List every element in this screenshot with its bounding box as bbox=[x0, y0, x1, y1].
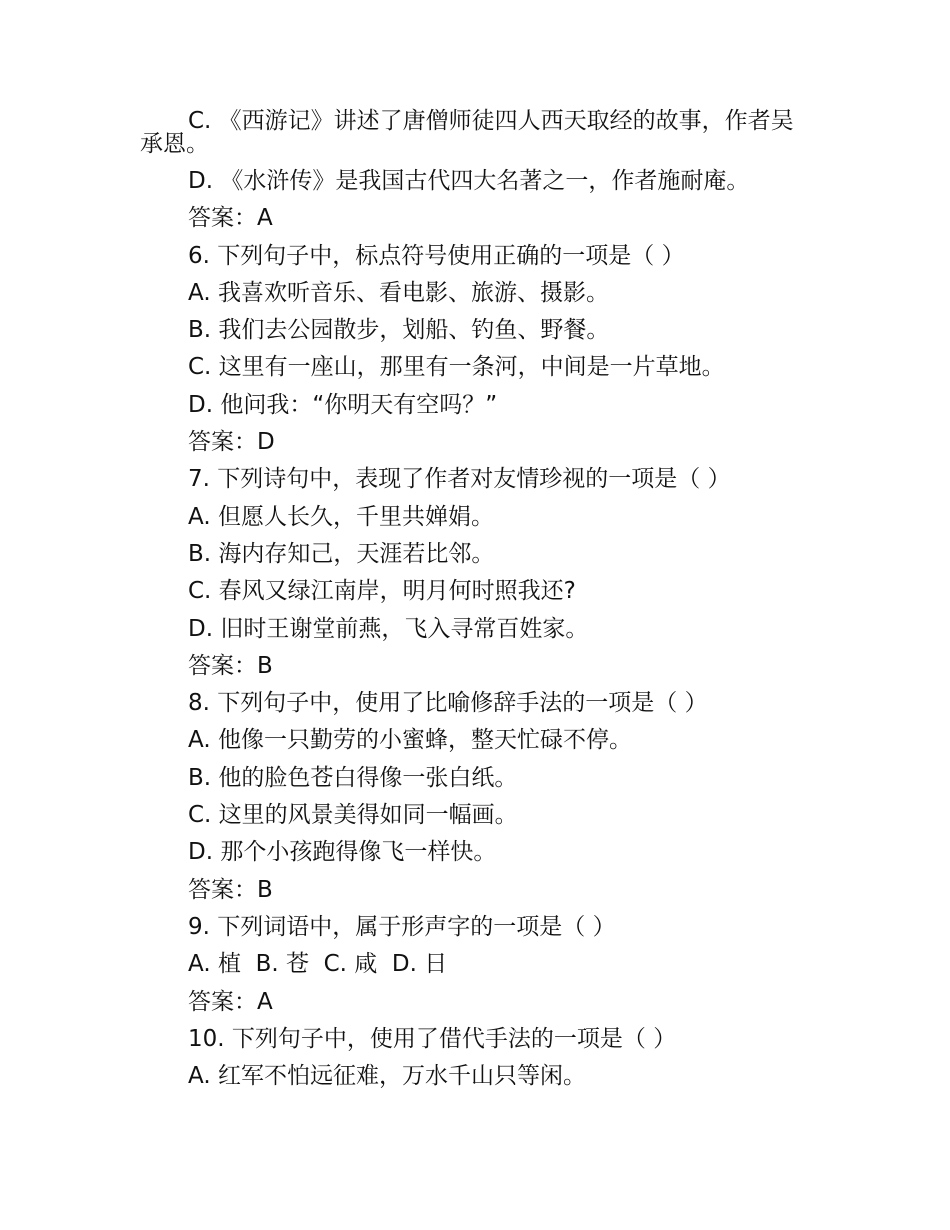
question-7: 7. 下列诗句中，表现了作者对友情珍视的一项是（ ） bbox=[188, 466, 731, 493]
question-10: 10. 下列句子中，使用了借代手法的一项是（ ） bbox=[188, 1025, 677, 1052]
answer-7: 答案：B bbox=[188, 652, 273, 679]
option-7c: C. 春风又绿江南岸，明月何时照我还? bbox=[188, 578, 576, 605]
document-body bbox=[140, 103, 800, 1095]
question-9: 9. 下列词语中，属于形声字的一项是（ ） bbox=[188, 913, 616, 940]
option-8d: D. 那个小孩跑得像飞一样快。 bbox=[188, 839, 497, 866]
option-7b: B. 海内存知己，天涯若比邻。 bbox=[188, 540, 495, 567]
option-10a: A. 红军不怕远征难，万水千山只等闲。 bbox=[188, 1063, 586, 1090]
question-8: 8. 下列句子中，使用了比喻修辞手法的一项是（ ） bbox=[188, 690, 708, 717]
option-5d: D. 《水浒传》是我国古代四大名著之一，作者施耐庵。 bbox=[188, 168, 750, 194]
option-7d: D. 旧时王谢堂前燕，飞入寻常百姓家。 bbox=[188, 615, 589, 642]
answer-8: 答案：B bbox=[188, 876, 273, 903]
option-6d: D. 他问我：“你明天有空吗？” bbox=[188, 391, 498, 418]
question-6: 6. 下列句子中，标点符号使用正确的一项是（ ） bbox=[188, 242, 685, 269]
option-8a: A. 他像一只勤劳的小蜜蜂，整天忙碌不停。 bbox=[188, 727, 632, 754]
option-6a: A. 我喜欢听音乐、看电影、旅游、摄影。 bbox=[188, 279, 609, 306]
option-6c: C. 这里有一座山，那里有一条河，中间是一片草地。 bbox=[188, 354, 725, 381]
option-5c: C. 《西游记》讲述了唐僧师徒四人西天取经的故事，作者吴承恩。 bbox=[140, 108, 794, 157]
answer-9: 答案：A bbox=[188, 988, 273, 1015]
answer-5: 答案：A bbox=[188, 205, 273, 232]
option-7a: A. 但愿人长久，千里共婵娟。 bbox=[188, 503, 494, 530]
option-6b: B. 我们去公园散步，划船、钓鱼、野餐。 bbox=[188, 317, 610, 344]
option-8b: B. 他的脸色苍白得像一张白纸。 bbox=[188, 764, 518, 791]
option-8c: C. 这里的风景美得如同一幅画。 bbox=[188, 802, 518, 829]
options-9: A. 植 B. 苍 C. 咸 D. 日 bbox=[188, 951, 448, 978]
answer-6: 答案：D bbox=[188, 429, 275, 456]
